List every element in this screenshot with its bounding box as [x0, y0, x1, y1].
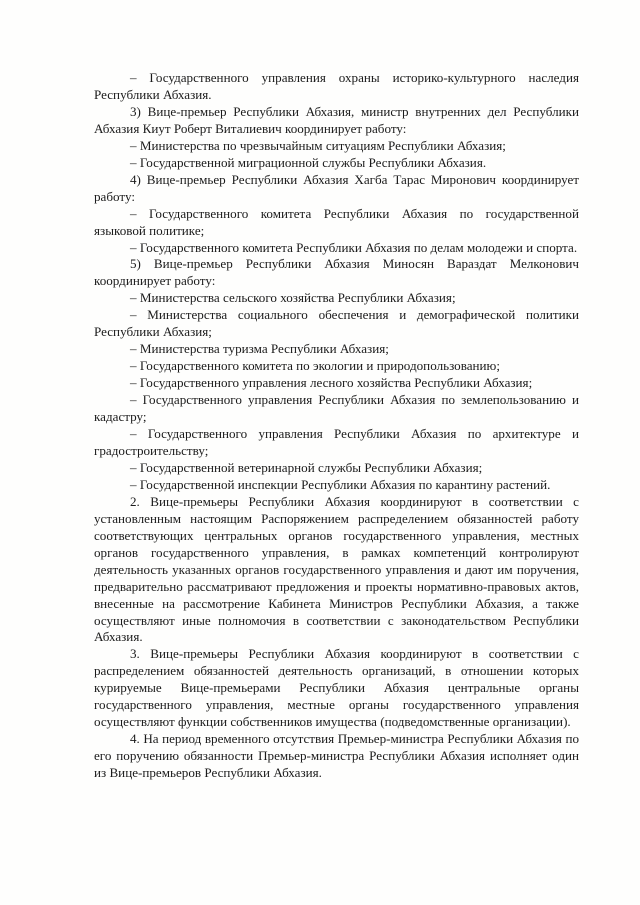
document-paragraph: 4) Вице-премьер Республики Абхазия Хагба Тарас Миронович координирует работу: [94, 171, 579, 204]
document-body [94, 70, 579, 782]
document-paragraph: – Министерства сельского хозяйства Республики Абхазия; [130, 290, 456, 306]
document-paragraph: – Государственной миграционной службы Республики Абхазия. [130, 154, 487, 170]
document-paragraph: – Государственного управления охраны историко-культурного наследия Республики Абхазия. [94, 70, 579, 102]
document-paragraph: – Государственного комитета Республики Абхазия по делам молодежи и спорта. [130, 239, 578, 255]
document-paragraph: 3. Вице-премьеры Республики Абхазия координируют в соответствии с распределением обязанностей деятельность организаций, в отношении которых курируемые Вице-премьерами Республики Абхазия центральные органы государственного управления, местные органы государственного управления осуществляют функции собственников имущества (подведомственные организации). [94, 646, 579, 730]
document-paragraph: – Государственного управления Республики Абхазия по землепользованию и кадастру; [94, 392, 579, 425]
document-paragraph: – Государственного комитета по экологии и природопользованию; [130, 358, 500, 374]
document-paragraph: 3) Вице-премьер Республики Абхазия, министр внутренних дел Республики Абхазия Киут Роберт Виталиевич координирует работу: [94, 103, 579, 136]
document-paragraph: – Государственного управления лесного хозяйства Республики Абхазия; [130, 375, 533, 391]
document-paragraph: – Государственной ветеринарной службы Республики Абхазия; [130, 459, 483, 475]
document-paragraph: – Государственной инспекции Республики Абхазия по карантину растений. [130, 476, 551, 492]
document-paragraph: 2. Вице-премьеры Республики Абхазия координируют в соответствии с установленным настоящим Распоряжением распределением обязанностей работу соответствующих центральных органов государственного управления, местных органов государственного управления, в рамках компетенций контролируют деятельность указанных органов государственного управления и дают им поручения, предварительно рассматривают предложения и проекты нормативно-правовых актов, внесенные на рассмотрение Кабинета Министров Республики Абхазия, а также осуществляют иные полномочия в соответствии с законодательством Республики Абхазия. [94, 493, 579, 645]
document-paragraph: – Министерства по чрезвычайным ситуациям Республики Абхазия; [130, 137, 506, 153]
document-paragraph: 5) Вице-премьер Республики Абхазия Миносян Вараздат Мелконович координирует работу: [94, 256, 579, 289]
document-paragraph: – Министерства туризма Республики Абхазия; [130, 341, 389, 357]
document-paragraph: – Министерства социального обеспечения и демографической политики Республики Абхазия; [94, 307, 579, 340]
document-paragraph: 4. На период временного отсутствия Премьер-министра Республики Абхазия по его поручению обязанности Премьер-министра Республики Абхазия исполняет один из Вице-премьеров Республики Абхазия. [94, 731, 579, 781]
document-paragraph: – Государственного комитета Республики Абхазия по государственной языковой политике; [94, 205, 579, 238]
document-paragraph: – Государственного управления Республики Абхазия по архитектуре и градостроительству; [94, 426, 579, 458]
